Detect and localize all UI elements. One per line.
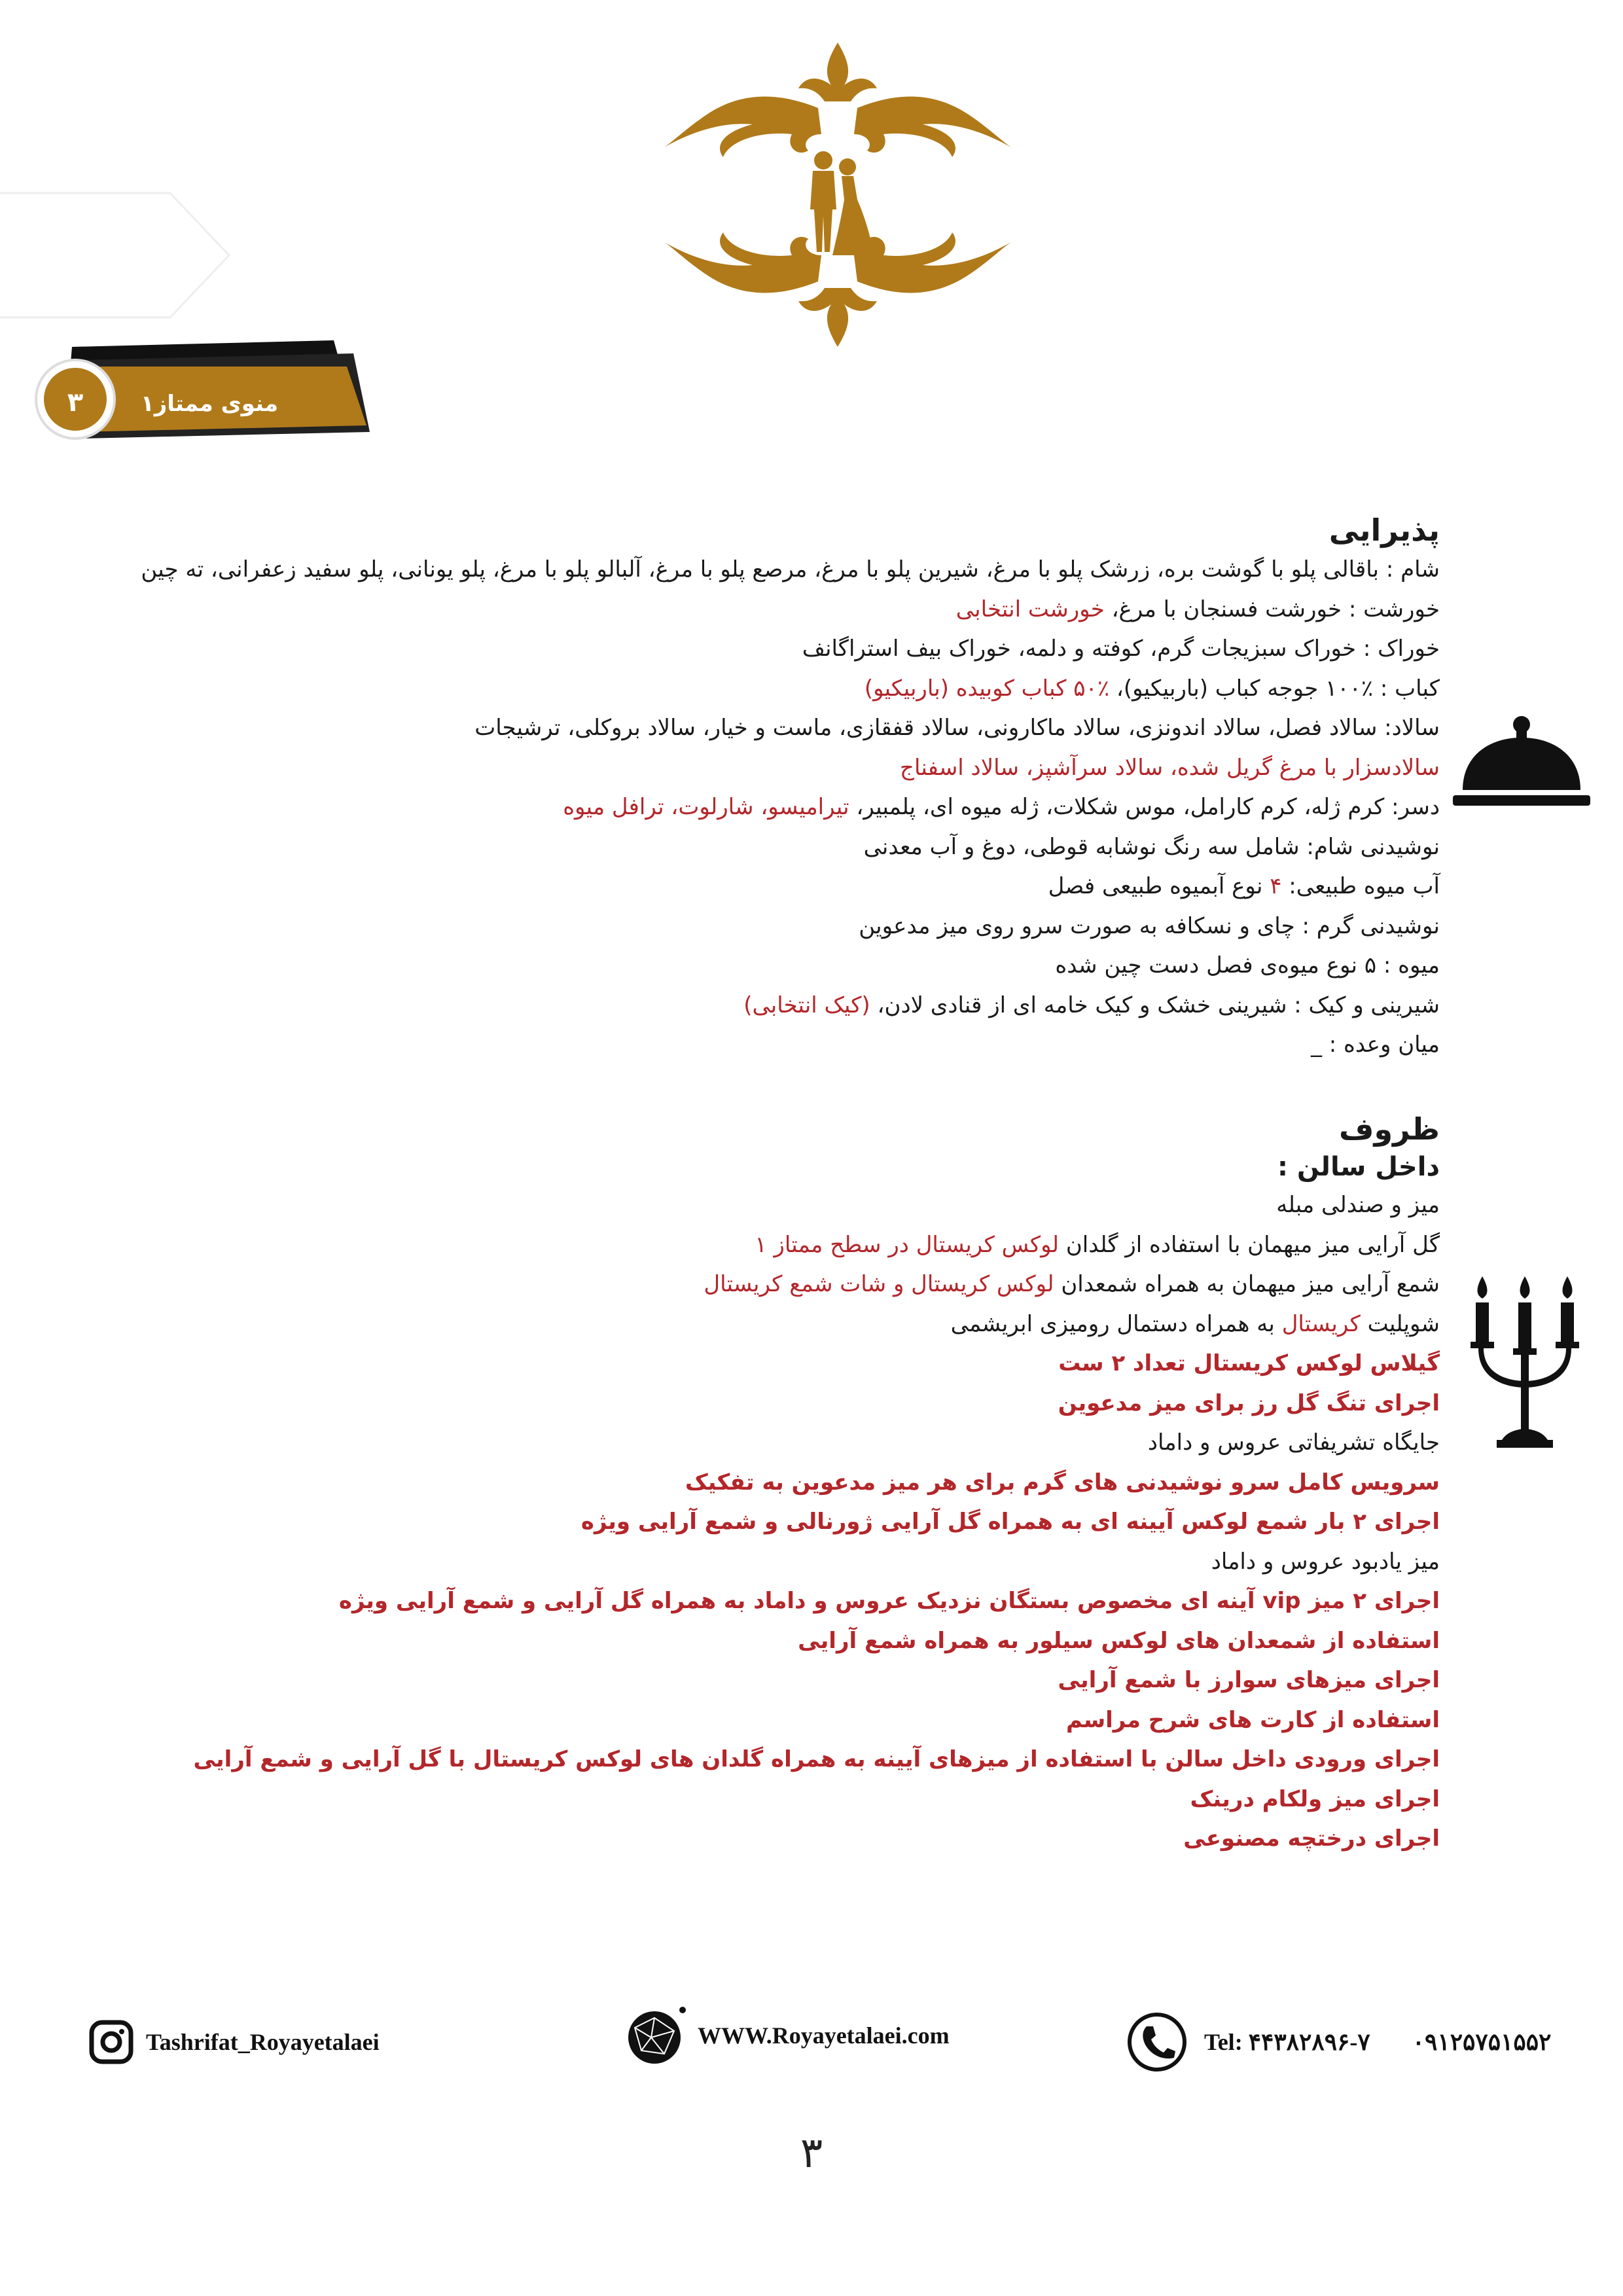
list-item <box>0 1542 1440 1582</box>
list-item <box>0 1660 1440 1700</box>
dishes-heading: ظروف <box>1339 1111 1440 1147</box>
mobile-number: ۰۹۱۲۵۷۵۱۵۵۲ <box>1412 2029 1552 2055</box>
highlighted-text: کریستال <box>1281 1310 1361 1337</box>
website-url: WWW.Royayetalaei.com <box>698 2022 950 2049</box>
list-item <box>0 1225 1440 1265</box>
text-segment: جایگاه تشریفاتی عروس و داماد <box>1147 1429 1440 1456</box>
list-item <box>0 1185 1440 1225</box>
highlighted-text: اجرای میزهای سوارز با شمع آرایی <box>1058 1667 1440 1693</box>
instagram-icon <box>88 2019 134 2065</box>
phone-icon <box>1126 2011 1188 2073</box>
reception-heading: پذیرایی <box>1329 512 1440 548</box>
list-item <box>0 1265 1440 1304</box>
text-segment: میز و صندلی مبله <box>1276 1192 1440 1218</box>
list-item <box>0 748 1440 788</box>
highlighted-text: اجرای ۲ بار شمع لوکس آیینه ای به همراه گل آرایی ژورنالی و شمع آرایی ویژه <box>580 1509 1440 1535</box>
corner-decoration-icon <box>0 190 236 321</box>
highlighted-text: ٪۵۰ کباب کوبیده (باربیکیو) <box>864 675 1110 702</box>
highlighted-text: خورشت انتخابی <box>955 596 1105 622</box>
list-item <box>0 1780 1440 1820</box>
list-item <box>0 669 1440 709</box>
text-segment: دسر: کرم ژله، کرم کارامل، موس شکلات، ژله میوه ای، پلمبیر، <box>849 794 1440 820</box>
page-number: ۳ <box>800 2129 823 2178</box>
highlighted-text: اجرای ورودی داخل سالن با استفاده از میزهای آیینه به همراه گلدان های لوکس کریستال با گل آرایی و شمع آرایی <box>193 1746 1440 1772</box>
text-segment: نوع آبمیوه طبیعی فصل <box>1048 873 1270 899</box>
highlighted-text: ۴ <box>1270 873 1282 899</box>
list-item <box>0 1025 1440 1065</box>
text-segment: خوراک : خوراک سبزیجات گرم، کوفته و دلمه، خوراک بیف استراگانف <box>802 636 1440 662</box>
globe-icon <box>625 2005 687 2067</box>
list-item <box>0 906 1440 946</box>
highlighted-text: استفاده از کارت های شرح مراسم <box>1066 1706 1440 1733</box>
text-segment: کباب : ٪۱۰۰ جوجه کباب (باربیکیو)، <box>1109 675 1440 702</box>
text-segment: نوشیدنی گرم : چای و نسکافه به صورت سرو روی میز مدعوین <box>859 912 1440 939</box>
candelabra-icon <box>1456 1276 1594 1460</box>
list-item <box>0 1581 1440 1621</box>
text-segment: شیرینی و کیک : شیرینی خشک و کیک خامه ای از قنادی لادن، <box>870 992 1440 1018</box>
list-item <box>0 1740 1440 1780</box>
list-item <box>0 1819 1440 1859</box>
text-segment: شام : باقالی پلو با گوشت بره، زرشک پلو با مرغ، شیرین پلو با مرغ، مرصع پلو با مرغ، آلبالو پلو با مرغ، پلو یونانی، پلو سفید زعفرانی، ته چین <box>141 556 1440 583</box>
highlighted-text: تیرامیسو، شارلوت، ترافل میوه <box>563 794 849 820</box>
list-item <box>0 629 1440 669</box>
list-item <box>0 708 1440 748</box>
text-segment: خورشت : خورشت فسنجان با مرغ، <box>1104 596 1440 622</box>
badge-number: ۳ <box>67 387 84 418</box>
text-segment: شمع آرایی میز میهمان به همراه شمعدان <box>1054 1271 1440 1297</box>
highlighted-text: لوکس کریستال و شات شمع کریستال <box>704 1271 1054 1297</box>
text-segment: نوشیدنی شام: شامل سه رنگ نوشابه قوطی، دوغ و آب معدنی <box>863 833 1440 860</box>
list-item <box>0 867 1440 906</box>
list-item <box>0 1463 1440 1503</box>
list-item <box>0 550 1440 590</box>
list-item <box>0 1621 1440 1661</box>
text-segment: میان وعده : _ <box>1310 1031 1440 1058</box>
website-contact[interactable] <box>625 2003 950 2068</box>
list-item <box>0 1502 1440 1542</box>
dishes-list <box>0 1185 1440 1859</box>
highlighted-text: (کیک انتخابی) <box>743 992 870 1018</box>
highlighted-text: اجرای درختچه مصنوعی <box>1183 1825 1440 1852</box>
text-segment: آب میوه طبیعی: <box>1281 873 1440 899</box>
highlighted-text: اجرای تنگ گل رز برای میز مدعوین <box>1058 1390 1440 1416</box>
highlighted-text: استفاده از شمعدان های لوکس سیلور به همراه شمع آرایی <box>798 1627 1440 1654</box>
highlighted-text: سالادسزار با مرغ گریل شده، سالاد سرآشپز، سالاد اسفناج <box>900 754 1440 781</box>
text-segment: سالاد: سالاد فصل، سالاد اندونزی، سالاد ماکارونی، سالاد قفقازی، ماست و خیار، سالاد بروکلی، ترشیجات <box>474 715 1440 741</box>
list-item <box>0 1700 1440 1740</box>
badge-title: منوی ممتاز۱ <box>140 391 279 417</box>
text-segment: شوپلیت <box>1360 1310 1440 1337</box>
instagram-handle: Tashrifat_Royayetalaei <box>146 2029 380 2055</box>
list-item <box>0 1423 1440 1463</box>
highlighted-text: گیلاس لوکس کریستال تعداد ۲ ست <box>1058 1350 1440 1376</box>
dishes-section <box>0 1109 1440 1859</box>
text-segment: به همراه دستمال رومیزی ابریشمی <box>950 1310 1282 1337</box>
highlighted-text: اجرای میز ولکام درینک <box>1190 1785 1440 1812</box>
reception-list <box>0 550 1440 1065</box>
list-item <box>0 787 1440 827</box>
list-item <box>0 946 1440 986</box>
phone-number: Tel: ۴۴۳۸۲۸۹۶-۷ <box>1204 2029 1370 2055</box>
list-item <box>0 1344 1440 1384</box>
list-item <box>0 1304 1440 1344</box>
cloche-icon <box>1450 710 1594 821</box>
highlighted-text: لوکس کریستال در سطح ممتاز ۱ <box>755 1231 1060 1258</box>
bride-groom-emblem-icon <box>661 36 1014 353</box>
text-segment: میوه : ۵ نوع میوه‌ی فصل دست چین شده <box>1055 952 1440 978</box>
list-item <box>0 986 1440 1026</box>
highlighted-text: اجرای ۲ میز vip آینه ای مخصوص بستگان نزدیک عروس و داماد به همراه گل آرایی و شمع آرایی ویژه <box>338 1588 1440 1614</box>
phone-contact[interactable] <box>1126 2009 1551 2075</box>
text-segment: میز یادبود عروس و داماد <box>1211 1548 1440 1575</box>
text-segment: گل آرایی میز میهمان با استفاده از گلدان <box>1059 1231 1440 1258</box>
dishes-subheading: داخل سالن : <box>1277 1152 1440 1182</box>
list-item <box>0 827 1440 867</box>
instagram-contact[interactable] <box>88 2009 380 2075</box>
reception-section <box>0 511 1440 1065</box>
highlighted-text: سرویس کامل سرو نوشیدنی های گرم برای هر میز مدعوین به تفکیک <box>685 1469 1440 1496</box>
list-item <box>0 1384 1440 1424</box>
list-item <box>0 590 1440 630</box>
